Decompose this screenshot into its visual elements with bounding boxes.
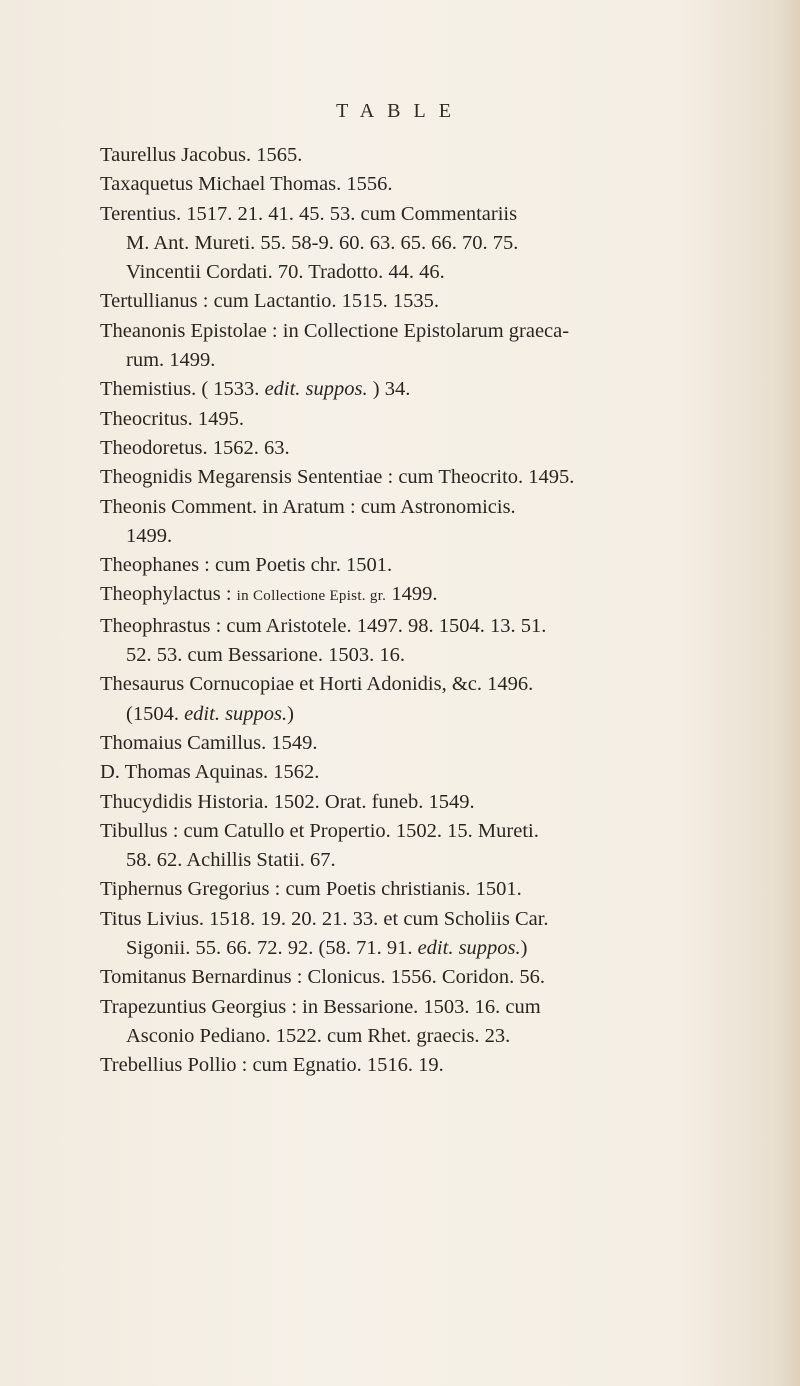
entry-text: Trebellius Pollio : cum Egnatio. 1516. 19.	[100, 1054, 444, 1077]
italic-note: edit. suppos.	[417, 937, 521, 960]
index-entry-continuation	[100, 229, 740, 258]
index-entry	[100, 758, 740, 787]
entry-text: 1499.	[126, 524, 173, 547]
index-entry	[100, 375, 740, 404]
entry-text: Thesaurus Cornucopiae et Horti Adonidis, &c. 1496.	[100, 673, 534, 696]
index-entry	[100, 1051, 740, 1080]
index-entries	[100, 141, 740, 1081]
index-entry-continuation	[100, 1022, 740, 1051]
entry-text: Terentius. 1517. 21. 41. 45. 53. cum Commentariis	[100, 202, 518, 225]
entry-text: 52. 53. cum Bessarione. 1503. 16.	[126, 644, 405, 667]
index-entry	[100, 729, 740, 758]
entry-text: rum. 1499.	[126, 349, 216, 372]
index-entry	[100, 817, 740, 846]
index-entry	[100, 551, 740, 580]
index-entry	[100, 612, 740, 641]
entry-text: )	[520, 937, 528, 960]
index-entry-continuation	[100, 346, 740, 375]
index-entry	[100, 493, 740, 522]
index-entry	[100, 963, 740, 992]
index-entry-continuation	[100, 700, 740, 729]
entry-text: Theonis Comment. in Aratum : cum Astronomicis.	[100, 495, 516, 518]
italic-note: edit. suppos.	[184, 702, 288, 725]
entry-text: Theophanes : cum Poetis chr. 1501.	[100, 554, 393, 577]
entry-text: D. Thomas Aquinas. 1562.	[100, 761, 320, 784]
entry-text: Thucydidis Historia. 1502. Orat. funeb. 1549.	[100, 790, 475, 813]
index-entry	[100, 170, 740, 199]
entry-text: 58. 62. Achillis Statii. 67.	[126, 849, 336, 872]
index-entry-continuation	[100, 934, 740, 963]
index-entry-continuation	[100, 846, 740, 875]
entry-text: Asconio Pediano. 1522. cum Rhet. graecis. 23.	[126, 1024, 511, 1047]
entry-text: Theophylactus :	[100, 583, 237, 606]
entry-text: Taxaquetus Michael Thomas. 1556.	[100, 173, 393, 196]
small-text: in Collectione Epist. gr.	[236, 588, 387, 605]
index-entry	[100, 905, 740, 934]
entry-text: Vincentii Cordati. 70. Tradotto. 44. 46.	[126, 261, 445, 284]
index-entry	[100, 317, 740, 346]
entry-text: M. Ant. Mureti. 55. 58-9. 60. 63. 65. 66. 70. 75.	[126, 231, 519, 254]
entry-text: Titus Livius. 1518. 19. 20. 21. 33. et cum Scholiis Car.	[100, 907, 549, 930]
index-entry	[100, 788, 740, 817]
italic-note: edit. suppos.	[264, 378, 368, 401]
entry-text: Thomaius Camillus. 1549.	[100, 731, 318, 754]
entry-text: Tertullianus : cum Lactantio. 1515. 1535.	[100, 290, 440, 313]
entry-text: Themistius. ( 1533.	[100, 378, 265, 401]
entry-text: 1499.	[386, 583, 438, 606]
entry-text: Tomitanus Bernardinus : Clonicus. 1556. Coridon. 56.	[100, 966, 545, 989]
index-entry	[100, 993, 740, 1022]
index-entry	[100, 463, 740, 492]
entry-text: Theanonis Epistolae : in Collectione Epistolarum graeca-	[100, 319, 570, 342]
entry-text: Theognidis Megarensis Sententiae : cum Theocrito. 1495.	[100, 466, 575, 489]
index-entry	[100, 287, 740, 316]
entry-text: Tiphernus Gregorius : cum Poetis christianis. 1501.	[100, 878, 522, 901]
entry-text: Taurellus Jacobus. 1565.	[100, 144, 303, 166]
index-entry	[100, 670, 740, 699]
index-entry	[100, 875, 740, 904]
index-entry	[100, 141, 740, 170]
entry-text: Tibullus : cum Catullo et Propertio. 1502. 15. Mureti.	[100, 819, 539, 842]
entry-text: Theophrastus : cum Aristotele. 1497. 98. 1504. 13. 51.	[100, 614, 547, 637]
index-entry	[100, 580, 740, 611]
entry-text: )	[287, 702, 294, 725]
index-entry-continuation	[100, 522, 740, 551]
entry-text: Theodoretus. 1562. 63.	[100, 436, 290, 459]
index-entry	[100, 200, 740, 229]
index-entry-continuation	[100, 641, 740, 670]
entry-text: Sigonii. 55. 66. 72. 92. (58. 71. 91.	[126, 937, 418, 960]
entry-text: Trapezuntius Georgius : in Bessarione. 1503. 16. cum	[100, 995, 541, 1018]
entry-text: ) 34.	[367, 378, 411, 401]
index-entry-continuation	[100, 258, 740, 287]
index-entry	[100, 434, 740, 463]
page-header-title: TABLE	[336, 100, 464, 122]
entry-text: Theocritus. 1495.	[100, 407, 245, 430]
index-entry	[100, 405, 740, 434]
entry-text: (1504.	[126, 702, 185, 725]
